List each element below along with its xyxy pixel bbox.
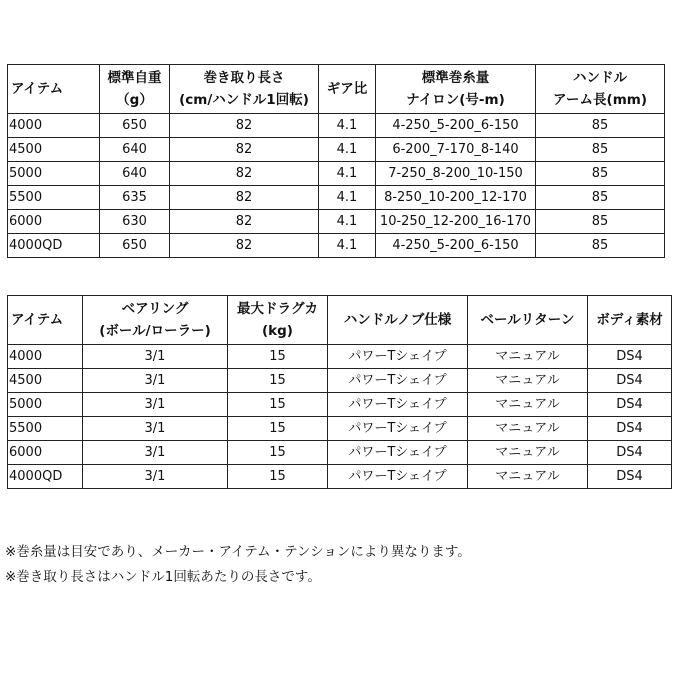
cell-gear: 4.1 xyxy=(319,114,376,138)
header-line-capacity: 標準巻糸量 ナイロン(号-m) xyxy=(376,65,536,114)
cell-knob: パワーTシェイプ xyxy=(328,345,468,369)
cell-body: DS4 xyxy=(588,417,672,441)
cell-bail: マニュアル xyxy=(468,417,588,441)
cell-body: DS4 xyxy=(588,393,672,417)
cell-bearing: 3/1 xyxy=(83,369,228,393)
cell-item: 5000 xyxy=(8,162,100,186)
cell-weight: 650 xyxy=(100,114,170,138)
cell-bearing: 3/1 xyxy=(83,393,228,417)
cell-bearing: 3/1 xyxy=(83,441,228,465)
header-handle-knob: ハンドルノブ仕様 xyxy=(328,296,468,345)
cell-drag: 15 xyxy=(228,393,328,417)
cell-retrieve: 82 xyxy=(170,138,319,162)
cell-body: DS4 xyxy=(588,465,672,489)
cell-line: 4-250_5-200_6-150 xyxy=(376,234,536,258)
footnotes xyxy=(5,540,471,590)
cell-drag: 15 xyxy=(228,345,328,369)
spec-table-2 xyxy=(7,295,672,489)
cell-gear: 4.1 xyxy=(319,210,376,234)
cell-drag: 15 xyxy=(228,369,328,393)
cell-item: 4500 xyxy=(8,138,100,162)
cell-line: 6-200_7-170_8-140 xyxy=(376,138,536,162)
cell-gear: 4.1 xyxy=(319,186,376,210)
header-bail-return: ベールリターン xyxy=(468,296,588,345)
cell-weight: 650 xyxy=(100,234,170,258)
cell-drag: 15 xyxy=(228,465,328,489)
cell-item: 6000 xyxy=(8,210,100,234)
cell-bearing: 3/1 xyxy=(83,345,228,369)
cell-item: 4000QD xyxy=(8,465,83,489)
table-row xyxy=(8,369,672,393)
table-row xyxy=(8,162,665,186)
cell-weight: 635 xyxy=(100,186,170,210)
cell-handle: 85 xyxy=(536,162,665,186)
cell-item: 4000 xyxy=(8,345,83,369)
header-weight: 標準自重 （g） xyxy=(100,65,170,114)
cell-knob: パワーTシェイプ xyxy=(328,441,468,465)
header-bearing: ベアリング (ボール/ローラー) xyxy=(83,296,228,345)
table-row xyxy=(8,234,665,258)
table-row xyxy=(8,441,672,465)
cell-weight: 630 xyxy=(100,210,170,234)
header-retrieve-length: 巻き取り長さ (cm/ハンドル1回転) xyxy=(170,65,319,114)
cell-gear: 4.1 xyxy=(319,162,376,186)
cell-drag: 15 xyxy=(228,441,328,465)
cell-handle: 85 xyxy=(536,138,665,162)
cell-item: 5500 xyxy=(8,417,83,441)
cell-item: 4000QD xyxy=(8,234,100,258)
cell-line: 8-250_10-200_12-170 xyxy=(376,186,536,210)
cell-gear: 4.1 xyxy=(319,138,376,162)
cell-item: 5000 xyxy=(8,393,83,417)
header-max-drag: 最大ドラグカ (kg) xyxy=(228,296,328,345)
table-row xyxy=(8,393,672,417)
table-row xyxy=(8,417,672,441)
cell-item: 6000 xyxy=(8,441,83,465)
cell-retrieve: 82 xyxy=(170,210,319,234)
cell-bearing: 3/1 xyxy=(83,465,228,489)
cell-bail: マニュアル xyxy=(468,345,588,369)
cell-item: 5500 xyxy=(8,186,100,210)
table-row xyxy=(8,186,665,210)
cell-handle: 85 xyxy=(536,186,665,210)
cell-bearing: 3/1 xyxy=(83,417,228,441)
cell-item: 4000 xyxy=(8,114,100,138)
cell-bail: マニュアル xyxy=(468,465,588,489)
table-header-row xyxy=(8,296,672,345)
cell-body: DS4 xyxy=(588,345,672,369)
cell-handle: 85 xyxy=(536,210,665,234)
table-header-row xyxy=(8,65,665,114)
cell-bail: マニュアル xyxy=(468,369,588,393)
cell-line: 10-250_12-200_16-170 xyxy=(376,210,536,234)
header-handle-length: ハンドル アーム長(mm) xyxy=(536,65,665,114)
cell-gear: 4.1 xyxy=(319,234,376,258)
cell-weight: 640 xyxy=(100,162,170,186)
cell-line: 7-250_8-200_10-150 xyxy=(376,162,536,186)
table-row xyxy=(8,465,672,489)
cell-knob: パワーTシェイプ xyxy=(328,393,468,417)
header-item: アイテム xyxy=(8,65,100,114)
cell-drag: 15 xyxy=(228,417,328,441)
cell-retrieve: 82 xyxy=(170,162,319,186)
table-row xyxy=(8,345,672,369)
cell-retrieve: 82 xyxy=(170,114,319,138)
cell-line: 4-250_5-200_6-150 xyxy=(376,114,536,138)
spec-table-1 xyxy=(7,64,665,258)
cell-item: 4500 xyxy=(8,369,83,393)
header-item: アイテム xyxy=(8,296,83,345)
header-body-material: ボディ素材 xyxy=(588,296,672,345)
table-row xyxy=(8,114,665,138)
header-gear-ratio: ギア比 xyxy=(319,65,376,114)
cell-body: DS4 xyxy=(588,441,672,465)
table-row xyxy=(8,210,665,234)
cell-retrieve: 82 xyxy=(170,234,319,258)
cell-handle: 85 xyxy=(536,114,665,138)
footnote-line-capacity: ※巻糸量は目安であり、メーカー・アイテム・テンションにより異なります。 xyxy=(5,544,471,560)
cell-knob: パワーTシェイプ xyxy=(328,465,468,489)
cell-weight: 640 xyxy=(100,138,170,162)
cell-bail: マニュアル xyxy=(468,393,588,417)
cell-knob: パワーTシェイプ xyxy=(328,417,468,441)
cell-knob: パワーTシェイプ xyxy=(328,369,468,393)
footnote-retrieve-length: ※巻き取り長さはハンドル1回転あたりの長さです。 xyxy=(5,569,321,585)
cell-body: DS4 xyxy=(588,369,672,393)
table-row xyxy=(8,138,665,162)
cell-handle: 85 xyxy=(536,234,665,258)
cell-retrieve: 82 xyxy=(170,186,319,210)
cell-bail: マニュアル xyxy=(468,441,588,465)
